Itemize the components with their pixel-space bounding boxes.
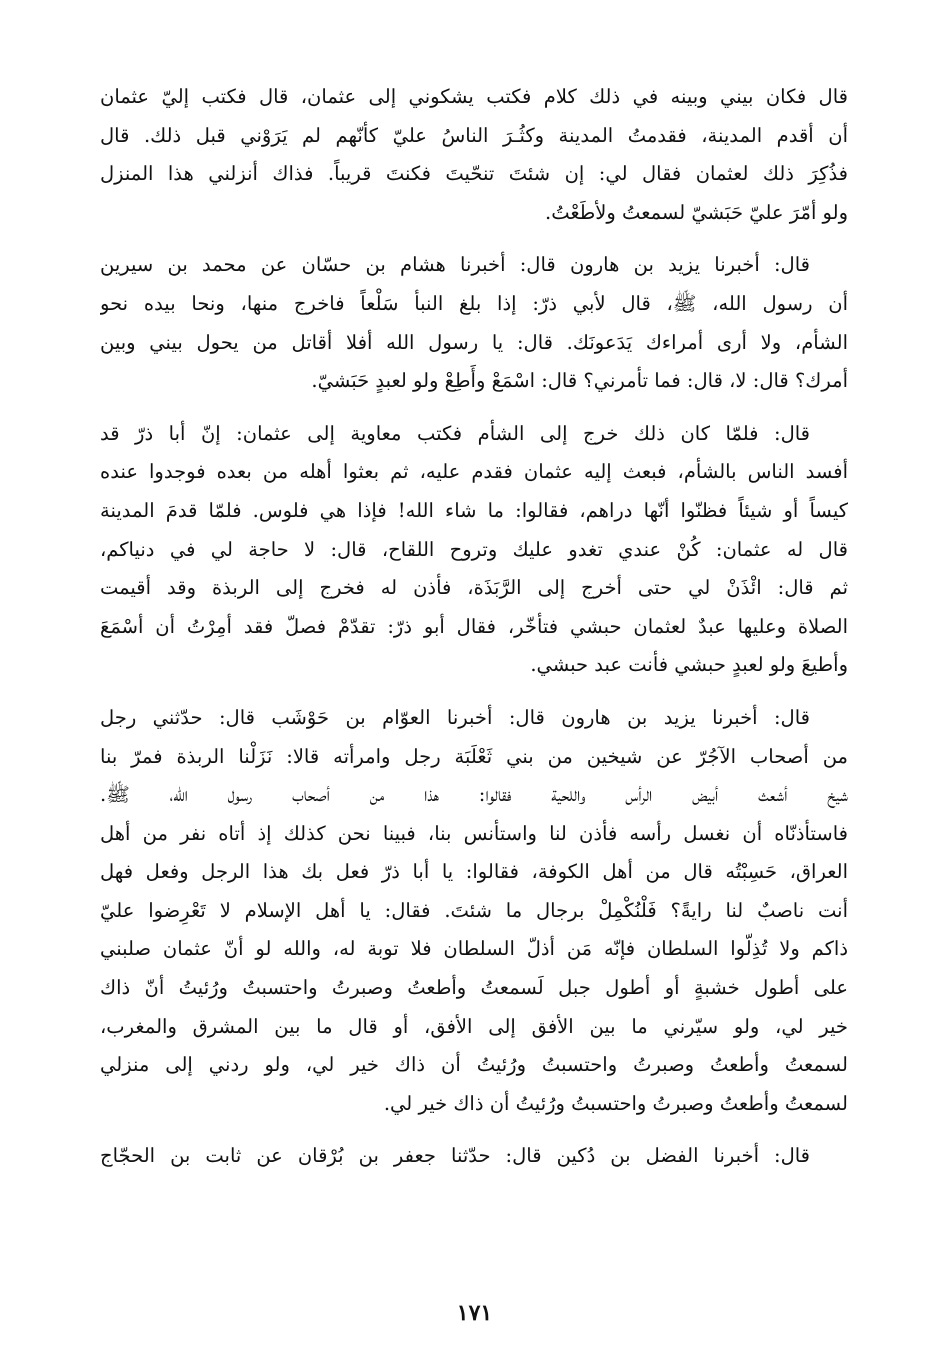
text-line: شيخ أشعث أبيض الرأس واللحية فقالوا: هذا من أصحاب رسول الله، ﷺ. <box>100 783 848 807</box>
text-line: ثم قال: ائْذَنْ لي حتى أخرج إلى الرَّبَذَة، فأذن له فخرج إلى الربذة وقد أقيمت <box>100 576 848 600</box>
text-line: أفسد الناس بالشأم، فبعث إليه عثمان فقدم عليه، ثم بعثوا أهله من بعده فوجدوا عنده <box>100 460 848 484</box>
paragraph <box>100 246 848 400</box>
text-line: العراق، حَسِبْتُه قال من أهل الكوفة، فقالوا: يا أبا ذرّ فعل بك هذا الرجل وفعل فهل <box>100 860 848 884</box>
paragraph <box>100 699 848 1124</box>
text-line: من أصحاب الآجُرّ عن شيخين من بني ثَعْلَبَة رجل وامرأته قالا: نَزَلْنا الربذة فمرّ بنا <box>100 744 848 768</box>
text-line: أن أقدم المدينة، فقدمتُ المدينة وكثُـرَ الناسُ عليّ كأنّهم لم يَرَوْني قبل ذلك. قال <box>100 123 848 147</box>
text-line: قال له عثمان: كُنْ عندي تغدو عليك وتروح اللقاح، قال: لا حاجة لي في دنياكم، <box>100 537 848 561</box>
text-line: قال: فلمّا كان ذلك خرج إلى الشأم فكتب معاوية إلى عثمان: إنّ أبا ذرّ قد <box>100 421 810 445</box>
text-line: قال: أخبرنا الفضل بن دُكين قال: حدّثنا جعفر بن بُرْقان عن ثابت بن الحجّاج <box>100 1144 810 1168</box>
paragraph <box>100 1137 848 1176</box>
text-line: وأطيعَ ولو لعبدٍ حبشي فأنت عبد حبشي. <box>530 653 848 677</box>
text-line: أنت ناصبٌ لنا رايةً؟ فَلْنُكْمِلْ برجال ما شئتَ. فقال: يا أهل الإسلام لا تَعْرِضوا عليّ <box>100 898 848 922</box>
text-line: لسمعتُ وأطعتُ وصبرتُ واحتسبتُ ورُئيتُ أن ذاك خير لي. <box>383 1091 848 1115</box>
paragraph <box>100 415 848 685</box>
text-line: ذاكم ولا تُذِلّوا السلطان فإنّه مَن أذلّ السلطان فلا توبة له، والله لو أنّ عثمان صلبني <box>100 937 848 961</box>
text-line: لسمعتُ وأطعتُ وصبرتُ واحتسبتُ ورُئيتُ أن ذاك خير لي، ولو ردني إلى منزلي <box>100 1053 848 1077</box>
text-line: على أطول خشبةٍ أو أطول جبل لَسمعتُ وأطعتُ وصبرتُ واحتسبتُ ورُئيتُ أنّ ذاك <box>100 976 848 1000</box>
page-body <box>100 78 848 1190</box>
text-line: فاستأذنّاه أن نغسل رأسه فأذن لنا واستأنس بنا، فبينا نحن كذلك إذ أتاه نفر من أهل <box>100 821 848 845</box>
text-line: الصلاة وعليها عبدٌ لعثمان حبشي فتأخّر، فقال أبو ذرّ: تقدّمْ فصلّ فقد أمِرْتُ أن أسْمَعَ <box>100 614 848 638</box>
text-line: أمرك؟ قال: لا، قال: فما تأمرني؟ قال: اسْمَعْ وأَطِعْ ولو لعبدٍ حَبَشيّ. <box>311 369 848 393</box>
text-line: الشأم، ولا أرى أمراءك يَدَعونَك. قال: يا رسول الله أفلا أقاتل من يحول بيني وبين <box>100 330 848 354</box>
page-number: ١٧١ <box>456 1300 493 1326</box>
paragraph <box>100 78 848 232</box>
text-line: كيساً أو شيئاً فظنّوا أنّها دراهم، فقالوا: ما شاء الله! فإذا هي فلوس. فلمّا قدمَ المدينة <box>100 498 848 522</box>
text-line: قال فكان بيني وبينه في ذلك كلام فكتب يشكوني إلى عثمان، قال فكتب إليّ عثمان <box>100 85 848 108</box>
text-line: فذُكِرَ ذلك لعثمان فقال لي: إن شئتَ تنحّيتَ فكنتَ قريباً. فذاك أنزلني هذا المنزل <box>100 162 848 186</box>
text-line: أن رسول الله، ﷺ، قال لأبي ذرّ: إذا بلغ النبأ سَلْعاً فاخرج منها، ونحا بيده نحو <box>100 291 848 315</box>
text-line: ولو أمّرَ عليّ حَبَشيّ لسمعتُ ولأطَعْتُ. <box>545 200 848 224</box>
text-line: قال: أخبرنا يزيد بن هارون قال: أخبرنا هشام بن حسّان عن محمد بن سيرين <box>100 253 810 277</box>
text-line: خير لي، ولو سيّرني ما بين الأفق إلى الأفق، أو قال ما بين المشرق والمغرب، <box>100 1014 848 1038</box>
text-line: قال: أخبرنا يزيد بن هارون قال: أخبرنا العوّام بن حَوْشَب قال: حدّثني رجل <box>100 705 810 729</box>
